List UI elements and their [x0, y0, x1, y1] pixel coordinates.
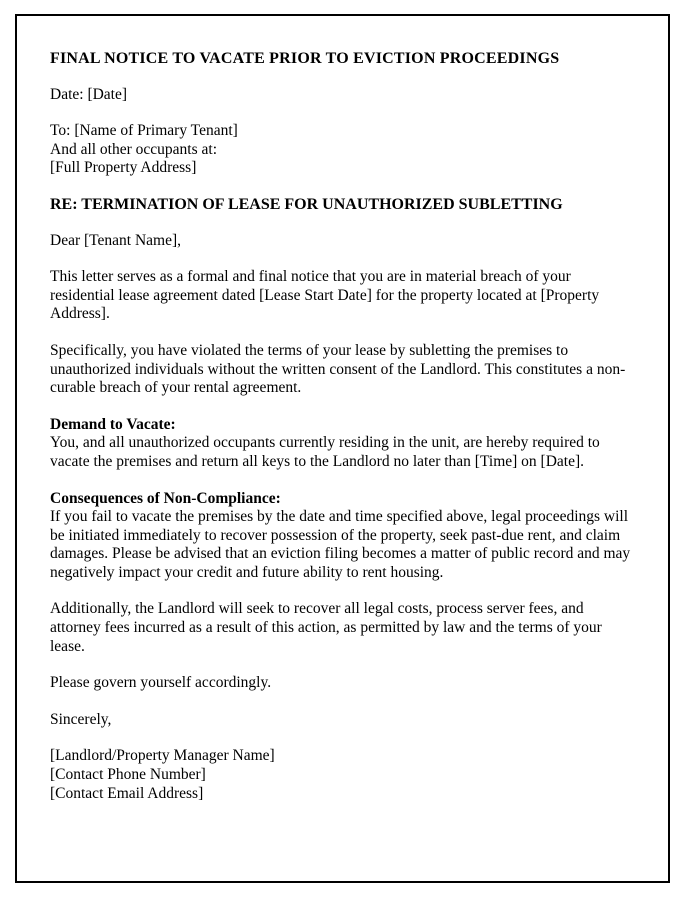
recipient-block	[50, 122, 636, 178]
date-line: Date: [Date]	[50, 85, 128, 103]
signature-line: [Landlord/Property Manager Name]	[50, 747, 275, 765]
closing-salutation: Sincerely,	[50, 710, 112, 728]
paragraph-violation-detail: Specifically, you have violated the terms of your lease by subletting the premises to unauthorized individuals without the written consent of the Landlord. This constitutes a non-curable breach of your rental agreement.	[50, 341, 626, 397]
letter-document	[15, 14, 670, 883]
salutation: Dear [Tenant Name],	[50, 231, 182, 249]
letter-title: FINAL NOTICE TO VACATE PRIOR TO EVICTION PROCEEDINGS	[50, 50, 560, 67]
paragraph-breach-notice: This letter serves as a formal and final notice that you are in material breach of your residential lease agreement dated [Lease Start Date] for the property located at [Property Address].	[50, 268, 600, 323]
closing-advice: Please govern yourself accordingly.	[50, 674, 272, 692]
demand-to-vacate-section	[50, 416, 636, 472]
consequences-section	[50, 490, 636, 583]
recipient-line: [Full Property Address]	[50, 159, 197, 177]
paragraph-legal-costs: Additionally, the Landlord will seek to recover all legal costs, process server fees, and attorney fees incurred as a result of this action, as permitted by law and the terms of your lease.	[50, 600, 602, 655]
signature-line: [Contact Phone Number]	[50, 766, 206, 784]
recipient-line: And all other occupants at:	[50, 140, 218, 158]
demand-section-heading: Demand to Vacate:	[50, 415, 176, 433]
consequences-section-heading: Consequences of Non-Compliance:	[50, 489, 281, 507]
signature-line: [Contact Email Address]	[50, 784, 204, 802]
letter-body	[50, 50, 636, 803]
signature-block	[50, 747, 636, 803]
consequences-section-body: If you fail to vacate the premises by the date and time specified above, legal proceedings will be initiated immediately to recover possession of the property, seek past-due rent, and claim damages. Please be advised that an eviction filing becomes a matter of public record and may negatively impact your credit and future ability to rent housing.	[50, 508, 631, 581]
subject-line: RE: TERMINATION OF LEASE FOR UNAUTHORIZED SUBLETTING	[50, 195, 563, 213]
recipient-line: To: [Name of Primary Tenant]	[50, 122, 238, 140]
demand-section-body: You, and all unauthorized occupants currently residing in the unit, are hereby required to vacate the premises and return all keys to the Landlord no later than [Time] on [Date].	[50, 434, 600, 470]
